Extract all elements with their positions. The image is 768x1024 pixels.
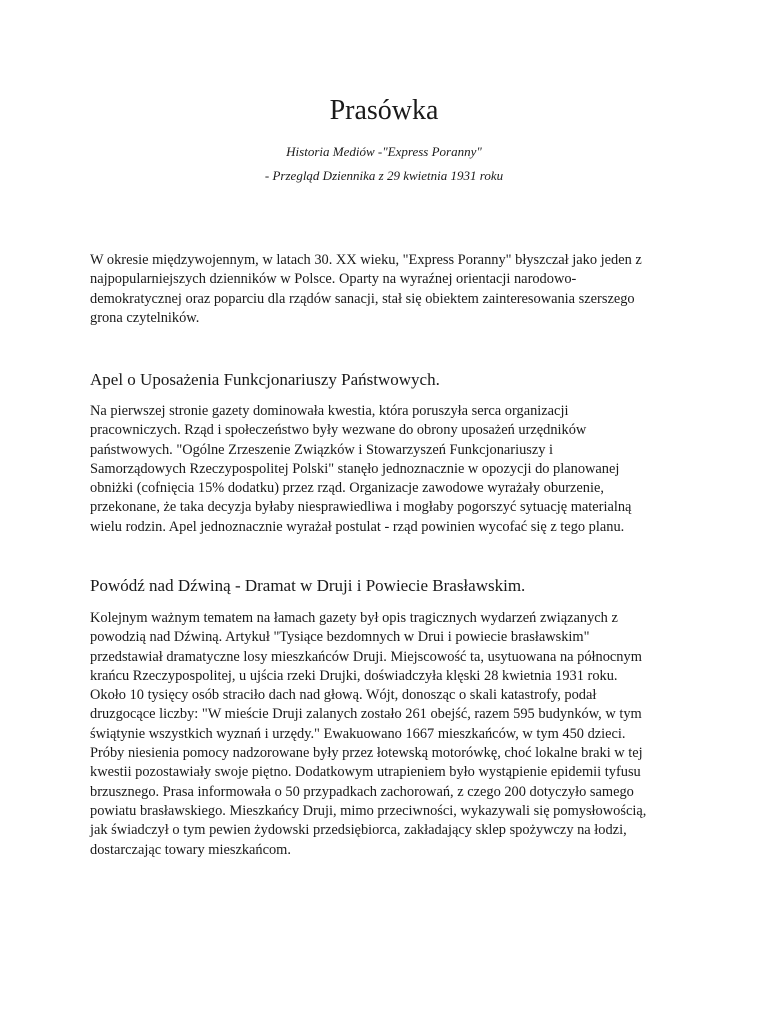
intro-paragraph: W okresie międzywojennym, w latach 30. XX wieku, "Express Poranny" błyszczał jako jeden z najpopularniejszych dzienników w Polsce. Oparty na wyraźnej orientacji narodowo- demokratycznej oraz poparciu dla rządów sanacji, stał się obiektem zainteresowania szerszego grona czytelników.: [90, 252, 642, 326]
page-title: Prasówka: [329, 95, 439, 126]
subtitle-line-1: Historia Mediów -"Express Poranny": [286, 144, 482, 159]
section-heading-salaries: Apel o Uposażenia Funkcjonariuszy Państwowych.: [90, 370, 440, 389]
section-body-salaries: Na pierwszej stronie gazety dominowała kwestia, która poruszyła serca organizacji pracowniczych. Rząd i społeczeństwo były wezwane do obrony uposażeń urzędników państwowych. "Ogólne Zrzeszenie Związków i Stowarzyszeń Funkcjonariuszy i Samorządowych Rzeczypospolitej Polski" stanęło jednoznacznie w opozycji do planowanej obniżki (cofnięcia 15% dodatku) przez rząd. Organizacje zawodowe wyrażały oburzenie, przekonane, że taka decyzja byłaby niesprawiedliwa i mogłaby pogorszyć sytuację materialną wielu rodzin. Apel jednoznacznie wyrażał postulat - rząd powinien wycofać się z tego planu.: [90, 403, 632, 535]
section-body-flood: Kolejnym ważnym tematem na łamach gazety był opis tragicznych wydarzeń związanych z powodzią nad Dźwiną. Artykuł "Tysiące bezdomnych w Drui i powiecie brasławskim" przedstawiał dramatyczne losy mieszkańców Druji. Miejscowość ta, usytuowana na północnym krańcu Rzeczypospolitej, u ujścia rzeki Drujki, doświadczyła klęski 28 kwietnia 1931 roku. Około 10 tysięcy osób straciło dach nad głową. Wójt, donosząc o skali katastrofy, podał druzgocące liczby: "W mieście Druji zalanych zostało 261 obejść, razem 595 budynków, w tym świątynie wszystkich wyznań i urzędy." Ewakuowano 1667 mieszkańców, w tym 450 dzieci. Próby niesienia pomocy nadzorowane były przez łotewską motorówkę, choć lokalne braki w tej kwestii pozostawiały swoje piętno. Dodatkowym utrapieniem było wystąpienie epidemii tyfusu brzusznego. Prasa informowała o 50 przypadkach zachorowań, z czego 200 dotyczyło samego powiatu brasławskiego. Mieszkańcy Druji, mimo przeciwności, wykazywali się pomysłowością, jak świadczył o tym pewien żydowski przedsiębiorca, zakładający sklep spożywczy na łodzi, dostarczając towary mieszkańcom.: [90, 610, 647, 858]
subtitle-line-2: - Przegląd Dziennika z 29 kwietnia 1931 roku: [264, 168, 504, 183]
section-heading-flood: Powódź nad Dźwiną - Dramat w Druji i Powiecie Brasławskim.: [90, 576, 526, 595]
